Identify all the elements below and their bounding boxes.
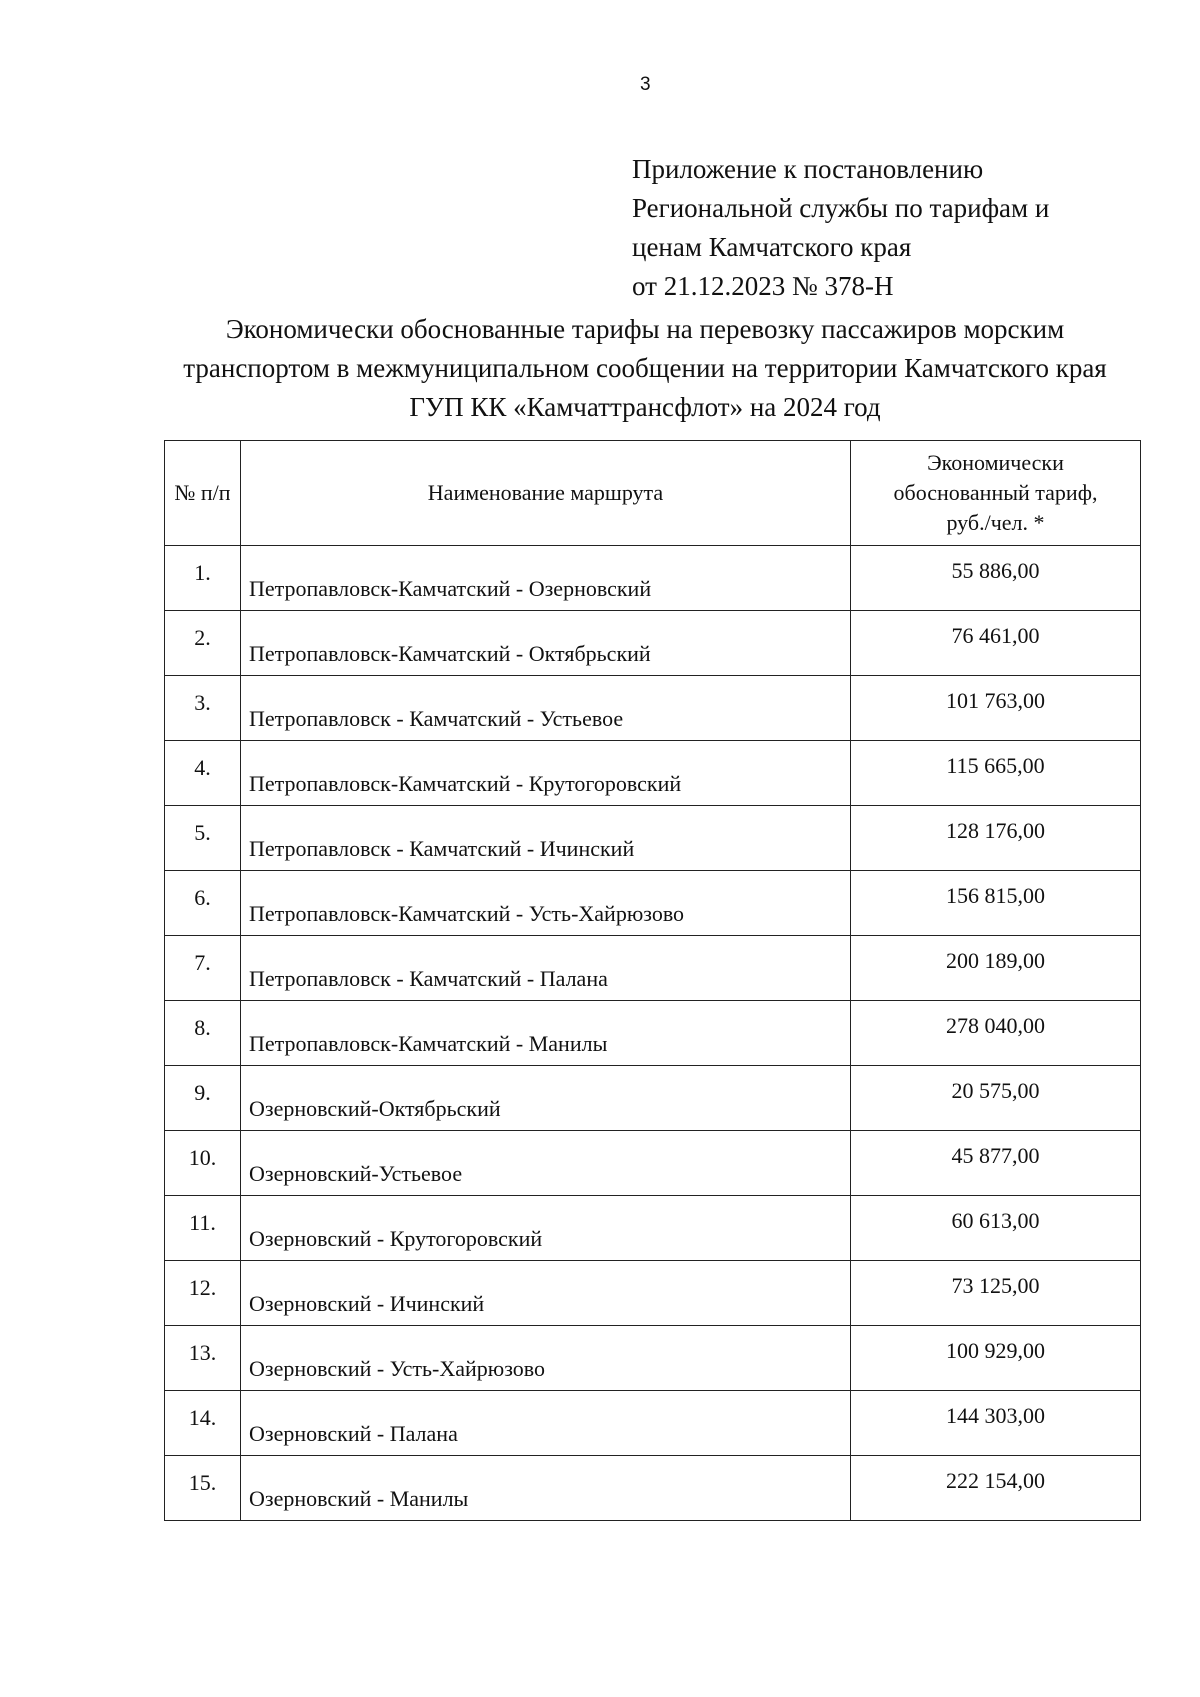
- table-row: [165, 936, 1141, 1001]
- row-number-cell: [165, 871, 241, 936]
- title-line: транспортом в межмуниципальном сообщении на территории Камчатского края: [183, 353, 1107, 383]
- row-tariff-cell: [851, 1326, 1141, 1391]
- row-route-cell: [241, 611, 851, 676]
- row-route: Озерновский - Палана: [249, 1421, 458, 1446]
- row-route-cell: [241, 1326, 851, 1391]
- header-tariff-line: Экономически: [927, 450, 1064, 475]
- row-route: Петропавловск-Камчатский - Манилы: [249, 1031, 608, 1056]
- header-tariff-line: обоснованный тариф,: [893, 480, 1098, 505]
- row-tariff-cell: [851, 871, 1141, 936]
- row-route: Петропавловск-Камчатский - Октябрьский: [249, 641, 651, 666]
- row-route: Озерновский - Крутогоровский: [249, 1226, 543, 1251]
- row-tariff: 76 461,00: [951, 623, 1040, 648]
- row-number: 12.: [188, 1275, 217, 1300]
- table-body: [165, 546, 1141, 1521]
- row-tariff-cell: [851, 741, 1141, 806]
- row-number-cell: [165, 936, 241, 1001]
- row-number-cell: [165, 676, 241, 741]
- row-tariff: 128 176,00: [946, 818, 1045, 843]
- appendix-line: от 21.12.2023 № 378-Н: [632, 271, 894, 301]
- row-number-cell: [165, 1456, 241, 1521]
- row-tariff: 222 154,00: [946, 1468, 1045, 1493]
- row-number: 14.: [188, 1405, 217, 1430]
- row-route-cell: [241, 1196, 851, 1261]
- table-row: [165, 611, 1141, 676]
- row-tariff-cell: [851, 1196, 1141, 1261]
- page-number: 3: [640, 74, 651, 95]
- row-number: 2.: [194, 625, 211, 650]
- row-number: 9.: [194, 1080, 211, 1105]
- row-number: 13.: [188, 1340, 217, 1365]
- row-tariff: 55 886,00: [951, 558, 1040, 583]
- row-number-cell: [165, 1131, 241, 1196]
- row-route: Озерновский - Ичинский: [249, 1291, 485, 1316]
- row-tariff-cell: [851, 1391, 1141, 1456]
- row-route-cell: [241, 1066, 851, 1131]
- table-row: [165, 1066, 1141, 1131]
- row-number-cell: [165, 611, 241, 676]
- row-tariff: 20 575,00: [951, 1078, 1040, 1103]
- header-number: № п/п: [165, 441, 241, 546]
- row-route: Петропавловск-Камчатский - Усть-Хайрюзово: [249, 901, 685, 926]
- row-route-cell: [241, 741, 851, 806]
- row-number-cell: [165, 1196, 241, 1261]
- row-route: Озерновский - Манилы: [249, 1486, 469, 1511]
- appendix-line: ценам Камчатского края: [632, 232, 912, 262]
- row-number-cell: [165, 1066, 241, 1131]
- row-number: 3.: [194, 690, 211, 715]
- row-route-cell: [241, 936, 851, 1001]
- row-tariff: 278 040,00: [946, 1013, 1045, 1038]
- header-route: Наименование маршрута: [241, 441, 851, 546]
- row-route-cell: [241, 1456, 851, 1521]
- header-tariff: [851, 441, 1141, 546]
- row-number-cell: [165, 741, 241, 806]
- row-tariff: 101 763,00: [946, 688, 1045, 713]
- row-tariff: 100 929,00: [946, 1338, 1045, 1363]
- row-number-cell: [165, 546, 241, 611]
- row-route-cell: [241, 871, 851, 936]
- row-number: 10.: [188, 1145, 217, 1170]
- row-route: Петропавловск - Камчатский - Ичинский: [249, 836, 635, 861]
- row-tariff-cell: [851, 806, 1141, 871]
- appendix-block: [632, 150, 1049, 306]
- header-tariff-line: руб./чел. *: [946, 510, 1045, 535]
- row-route-cell: [241, 1261, 851, 1326]
- row-tariff-cell: [851, 676, 1141, 741]
- row-number-cell: [165, 806, 241, 871]
- table-header-row: [165, 441, 1141, 546]
- tariff-table: [164, 440, 1141, 1521]
- row-number-cell: [165, 1391, 241, 1456]
- table-row: [165, 546, 1141, 611]
- row-number: 6.: [194, 885, 211, 910]
- row-number-cell: [165, 1261, 241, 1326]
- title-line: ГУП КК «Камчаттрансфлот» на 2024 год: [409, 392, 881, 422]
- row-tariff: 60 613,00: [951, 1208, 1040, 1233]
- row-number: 1.: [194, 560, 211, 585]
- row-route: Петропавловск-Камчатский - Крутогоровский: [249, 771, 682, 796]
- row-tariff-cell: [851, 1066, 1141, 1131]
- row-tariff: 115 665,00: [946, 753, 1045, 778]
- row-route: Петропавловск - Камчатский - Палана: [249, 966, 608, 991]
- row-tariff: 156 815,00: [946, 883, 1045, 908]
- row-tariff: 144 303,00: [946, 1403, 1045, 1428]
- table-row: [165, 1261, 1141, 1326]
- title-line: Экономически обоснованные тарифы на перевозку пассажиров морским: [225, 314, 1065, 344]
- table-row: [165, 1131, 1141, 1196]
- row-number: 15.: [188, 1470, 217, 1495]
- row-number: 7.: [194, 950, 211, 975]
- row-route-cell: [241, 546, 851, 611]
- table-row: [165, 1196, 1141, 1261]
- row-route: Озерновский-Устьевое: [249, 1161, 463, 1186]
- row-tariff: 73 125,00: [951, 1273, 1040, 1298]
- row-number: 11.: [189, 1210, 216, 1235]
- table-row: [165, 741, 1141, 806]
- row-route-cell: [241, 676, 851, 741]
- row-route-cell: [241, 1001, 851, 1066]
- appendix-line: Приложение к постановлению: [632, 154, 984, 184]
- row-tariff-cell: [851, 1456, 1141, 1521]
- row-number-cell: [165, 1001, 241, 1066]
- row-route-cell: [241, 1391, 851, 1456]
- row-tariff-cell: [851, 1261, 1141, 1326]
- row-number: 4.: [194, 755, 211, 780]
- row-route-cell: [241, 806, 851, 871]
- row-tariff-cell: [851, 546, 1141, 611]
- table-row: [165, 871, 1141, 936]
- appendix-line: Региональной службы по тарифам и: [632, 193, 1050, 223]
- row-tariff-cell: [851, 936, 1141, 1001]
- row-tariff: 45 877,00: [951, 1143, 1040, 1168]
- table-row: [165, 676, 1141, 741]
- row-route: Озерновский-Октябрьский: [249, 1096, 501, 1121]
- row-tariff-cell: [851, 1131, 1141, 1196]
- table-row: [165, 1456, 1141, 1521]
- row-number: 8.: [194, 1015, 211, 1040]
- row-tariff: 200 189,00: [946, 948, 1045, 973]
- row-number: 5.: [194, 820, 211, 845]
- row-route: Петропавловск - Камчатский - Устьевое: [249, 706, 624, 731]
- table-row: [165, 1001, 1141, 1066]
- row-tariff-cell: [851, 1001, 1141, 1066]
- table-row: [165, 1391, 1141, 1456]
- document-title: [150, 310, 1140, 427]
- row-route: Озерновский - Усть-Хайрюзово: [249, 1356, 546, 1381]
- row-tariff-cell: [851, 611, 1141, 676]
- table-row: [165, 1326, 1141, 1391]
- row-number-cell: [165, 1326, 241, 1391]
- row-route-cell: [241, 1131, 851, 1196]
- table-row: [165, 806, 1141, 871]
- row-route: Петропавловск-Камчатский - Озерновский: [249, 576, 652, 601]
